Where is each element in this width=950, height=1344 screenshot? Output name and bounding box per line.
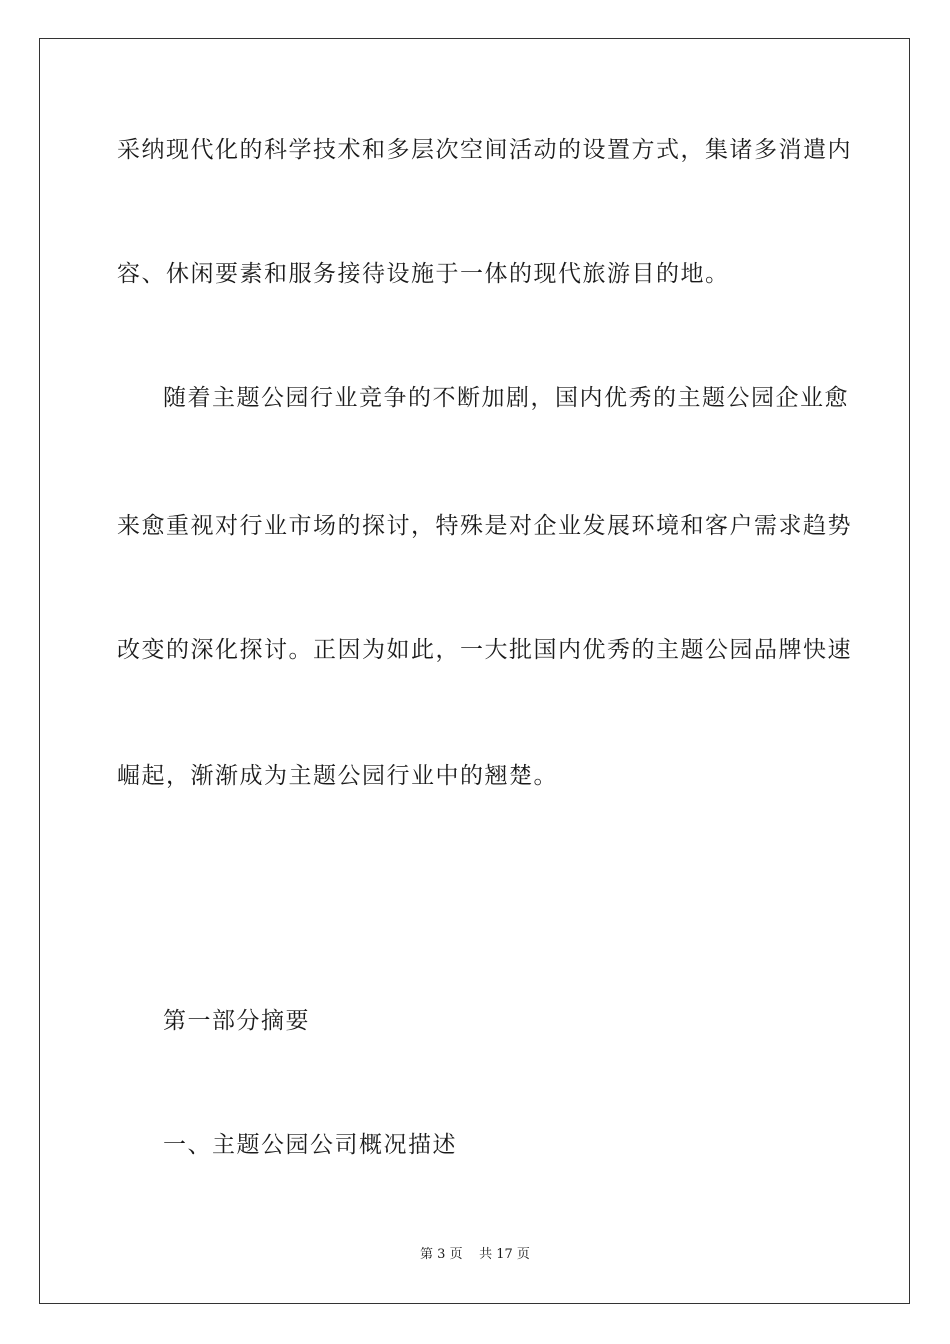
paragraph-line-4: 来愈重视对行业市场的探讨，特殊是对企业发展环境和客户需求趋势 [117,513,852,539]
paragraph-line-3: 随着主题公园行业竞争的不断加剧，国内优秀的主题公园企业愈 [163,385,849,411]
page-number: 第 3 页 [420,1247,463,1262]
paragraph-line-5: 改变的深化探讨。正因为如此，一大批国内优秀的主题公园品牌快速 [117,637,852,663]
section-heading: 第一部分摘要 [163,1008,310,1034]
page-border [39,38,910,1304]
paragraph-line-6: 崛起，渐渐成为主题公园行业中的翘楚。 [117,763,558,789]
page-footer [0,1246,950,1264]
paragraph-line-2: 容、休闲要素和服务接待设施于一体的现代旅游目的地。 [117,261,730,287]
subsection-heading: 一、主题公园公司概况描述 [163,1132,457,1158]
paragraph-line-1: 采纳现代化的科学技术和多层次空间活动的设置方式，集诸多消遣内 [117,137,852,163]
page-total: 共 17 页 [479,1247,530,1262]
